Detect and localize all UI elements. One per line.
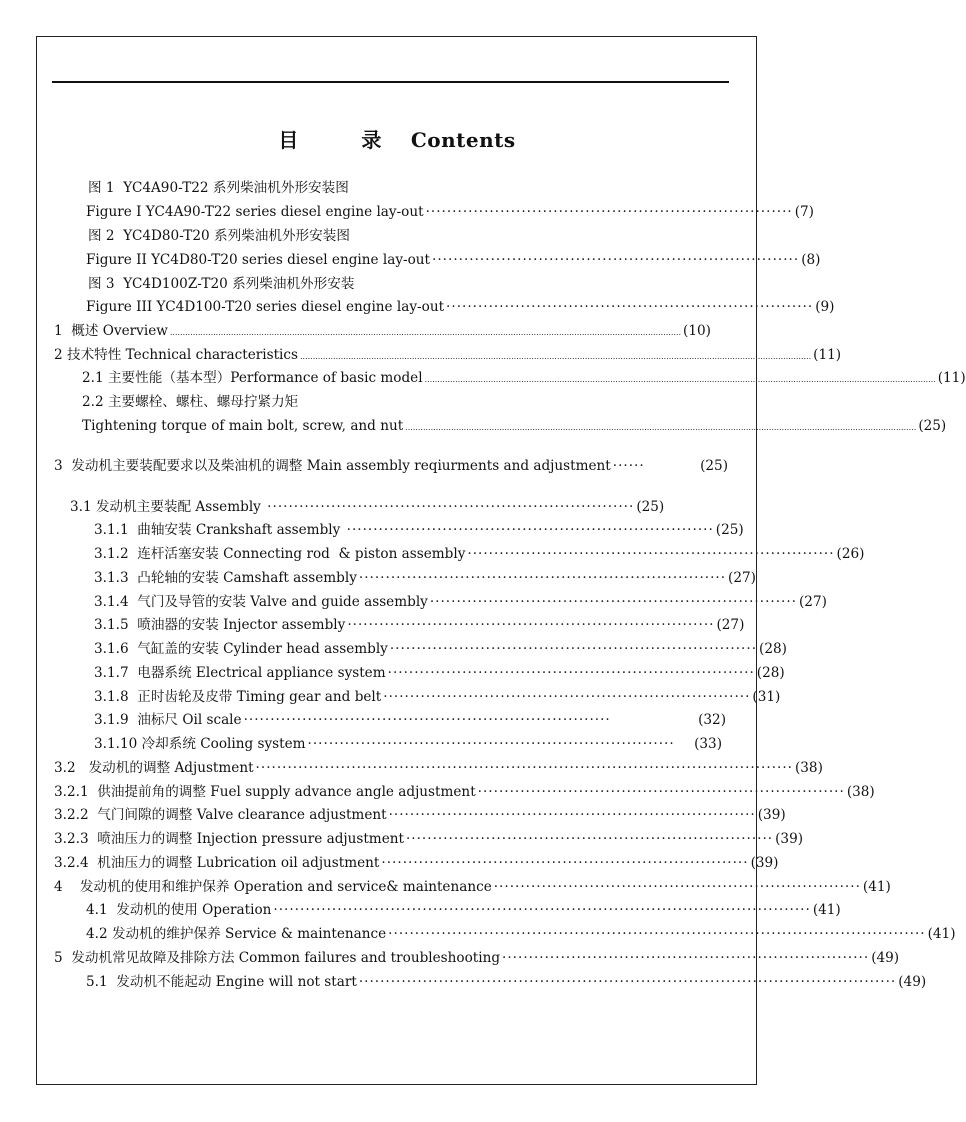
toc-entry[interactable]: [54, 854, 779, 872]
leader-dots: ·····································································: [425, 204, 793, 220]
leader-dots: ·····································································································: [388, 926, 926, 942]
toc-entry[interactable]: [86, 251, 821, 269]
title-english: Contents: [410, 128, 516, 152]
toc-entry-text: 3.2.2 气门间隙的调整 Valve clearance adjustment: [54, 807, 387, 823]
toc-entry[interactable]: [94, 711, 726, 729]
toc-entry-page: (28): [756, 665, 785, 681]
toc-entry[interactable]: [54, 322, 711, 342]
toc-entry-text: 3.1.2 连杆活塞安装 Connecting rod & piston assembly: [94, 546, 466, 562]
toc-entry[interactable]: [94, 593, 827, 611]
toc-entry-page: (41): [812, 902, 841, 918]
toc-entry-text: 2.1 主要性能（基本型）Performance of basic model: [82, 370, 423, 386]
toc-entry[interactable]: [54, 457, 728, 475]
toc-entry-text: 3.1.8 正时齿轮及皮带 Timing gear and belt: [94, 689, 382, 705]
toc-entry[interactable]: [94, 664, 785, 682]
toc-entry[interactable]: [54, 949, 900, 967]
leader-dots: ·····································································: [243, 712, 611, 728]
toc-entry-page: (39): [757, 807, 786, 823]
toc-entry-text: 3.1.6 气缸盖的安装 Cylinder head assembly: [94, 641, 388, 657]
toc-entry-text: 3.1.3 凸轮轴的安装 Camshaft assembly: [94, 570, 357, 586]
toc-entry-page: (8): [801, 252, 821, 268]
leader-dots: ·····································································: [388, 807, 756, 823]
toc-entry-text: 3.1.7 电器系统 Electrical appliance system: [94, 665, 386, 681]
toc-entry-text: 3.1.9 油标尺 Oil scale: [94, 712, 242, 728]
leader-dots: ·····································································: [383, 689, 751, 705]
toc-entry-page: (25): [636, 499, 665, 515]
leader-dots: ·····································································: [389, 641, 758, 657]
toc-entry-text: 5.1 发动机不能起动 Engine will not start: [86, 974, 357, 990]
toc-entry-page: (25): [918, 418, 947, 434]
toc-entry-text: 1 概述 Overview: [54, 323, 168, 339]
toc-entry-text: 2.2 主要螺栓、螺柱、螺母拧紧力矩: [82, 394, 299, 410]
leader-dots: ·····································································: [502, 950, 870, 966]
toc-entry-text: 图 3 YC4D100Z-T20 系列柴油机外形安装: [88, 276, 355, 292]
toc-entry-page: (31): [752, 689, 781, 705]
toc-entry-text: 3.1.10 冷却系统 Cooling system: [94, 736, 306, 752]
leader-dots: ·····································································································: [358, 974, 897, 990]
toc-entry[interactable]: [82, 369, 966, 389]
toc-entry-page: (41): [862, 879, 891, 895]
toc-entry-text: 3.1.1 曲轴安装 Crankshaft assembly: [94, 522, 345, 538]
leader-dots: ·····································································: [346, 522, 714, 538]
toc-entry[interactable]: [54, 783, 875, 801]
leader-dots: ·····································································································: [273, 902, 811, 918]
toc-entry[interactable]: [54, 830, 804, 848]
toc-entry-text: 3.2.1 供油提前角的调整 Fuel supply advance angle adjustment: [54, 784, 476, 800]
toc-entry[interactable]: [86, 901, 841, 919]
toc-entry-page: (7): [794, 204, 814, 220]
toc-entry-page: (9): [815, 299, 835, 315]
toc-entry-text: 3.1 发动机主要装配 Assembly: [70, 499, 266, 515]
leader-dots: ·····································································: [432, 252, 800, 268]
toc-entry[interactable]: [54, 346, 842, 366]
toc-entry-text: 5 发动机常见故障及排除方法 Common failures and troubleshooting: [54, 950, 501, 966]
leader-dots: ·····································································: [429, 594, 797, 610]
leader-dots: ·····································································: [347, 617, 715, 633]
toc-entry[interactable]: [54, 878, 891, 896]
leader-dots: .........................................................................................................................................................................................................: [424, 375, 936, 384]
page-title: [0, 124, 794, 153]
toc-entry-text: 2 技术特性 Technical characteristics: [54, 347, 298, 363]
toc-entry[interactable]: [88, 227, 708, 245]
toc-entry[interactable]: [94, 569, 756, 587]
toc-entry[interactable]: [88, 275, 708, 293]
toc-entry[interactable]: [94, 735, 722, 753]
toc-entry-text: 3 发动机主要装配要求以及柴油机的调整 Main assembly reqiurments and adjustment: [54, 458, 611, 474]
leader-dots: ·····································································································: [255, 760, 793, 776]
toc-entry-page: (28): [759, 641, 787, 657]
toc-entry-page: (33): [694, 736, 722, 752]
toc-entry-text: 3.1.4 气门及导管的安装 Valve and guide assembly: [94, 594, 428, 610]
toc-entry-text: 4.2 发动机的维护保养 Service & maintenance: [86, 926, 387, 942]
toc-entry-page: (39): [775, 831, 804, 847]
toc-entry[interactable]: [82, 393, 702, 411]
leader-dots: ·····································································: [446, 299, 814, 315]
toc-entry-page: (26): [836, 546, 865, 562]
toc-entry-text: 4 发动机的使用和维护保养 Operation and service& maintenance: [54, 879, 492, 895]
toc-entry-text: 3.1.5 喷油器的安装 Injector assembly: [94, 617, 346, 633]
toc-entry-text: 3.2 发动机的调整 Adjustment: [54, 760, 254, 776]
toc-entry-text: Figure III YC4D100-T20 series diesel engine lay-out: [86, 299, 445, 315]
leader-dots: ·····································································: [381, 855, 749, 871]
toc-entry-page: (11): [813, 347, 842, 363]
toc-entry[interactable]: [94, 521, 744, 539]
toc-entry-text: 图 1 YC4A90-T22 系列柴油机外形安装图: [88, 180, 349, 196]
title-chinese: 目 录: [278, 128, 410, 152]
leader-dots: ·····································································: [387, 665, 755, 681]
leader-dots: .........................................................................................................................................................................................................: [300, 352, 812, 361]
toc-entry-text: Tightening torque of main bolt, screw, and nut: [82, 418, 404, 434]
toc-entry[interactable]: [82, 417, 947, 437]
leader-dots: ·····································································: [267, 499, 635, 515]
toc-entry-page: (32): [698, 712, 726, 728]
toc-entry-page: (27): [716, 617, 745, 633]
leader-dots: .........................................................................................................................................................................................................: [405, 423, 917, 432]
leader-dots: ·····································································: [467, 546, 835, 562]
toc-entry-text: 4.1 发动机的使用 Operation: [86, 902, 272, 918]
toc-entry[interactable]: [94, 616, 745, 634]
toc-entry[interactable]: [86, 925, 956, 943]
toc-entry-page: (38): [846, 784, 875, 800]
toc-entry[interactable]: [54, 759, 823, 777]
toc-entry-page: (27): [799, 594, 827, 610]
leader-dots: ·····································································: [307, 736, 675, 752]
leader-dots: ·····································································: [405, 831, 774, 847]
toc-entry-page: (38): [794, 760, 823, 776]
toc-entry[interactable]: [94, 545, 865, 563]
toc-entry-page: (49): [898, 974, 927, 990]
toc-entry-page: (27): [728, 570, 756, 586]
toc-entry[interactable]: [86, 973, 927, 991]
header-rule: [52, 81, 729, 83]
toc-entry[interactable]: [94, 688, 781, 706]
toc-entry-page: (25): [715, 522, 744, 538]
toc-entry[interactable]: [88, 179, 708, 197]
toc-entry-text: 3.2.4 机油压力的调整 Lubrication oil adjustment: [54, 855, 380, 871]
toc-entry-text: Figure I YC4A90-T22 series diesel engine lay-out: [86, 204, 424, 220]
toc-entry-page: (49): [871, 950, 900, 966]
toc-entry-text: Figure II YC4D80-T20 series diesel engine lay-out: [86, 252, 431, 268]
toc-entry[interactable]: [86, 203, 814, 221]
toc-entry-page: (25): [700, 458, 728, 474]
toc-entry[interactable]: [94, 640, 787, 658]
toc-entry-page: (11): [937, 370, 966, 386]
toc-entry-text: 3.2.3 喷油压力的调整 Injection pressure adjustment: [54, 831, 404, 847]
leader-dots: ·····································································: [493, 879, 861, 895]
toc-entry-page: (39): [750, 855, 779, 871]
toc-entry[interactable]: [70, 498, 664, 516]
toc-entry-page: (10): [683, 323, 711, 339]
toc-entry[interactable]: [54, 806, 786, 824]
leader-dots: .........................................................................................................................................................................................................: [169, 328, 682, 337]
leader-dots: ·····································································: [477, 784, 845, 800]
toc-entry[interactable]: [86, 298, 835, 316]
toc-entry-text: 图 2 YC4D80-T20 系列柴油机外形安装图: [88, 228, 350, 244]
leader-dots: ······: [612, 458, 645, 474]
toc-entry-page: (41): [927, 926, 956, 942]
leader-dots: ·····································································: [358, 570, 727, 586]
